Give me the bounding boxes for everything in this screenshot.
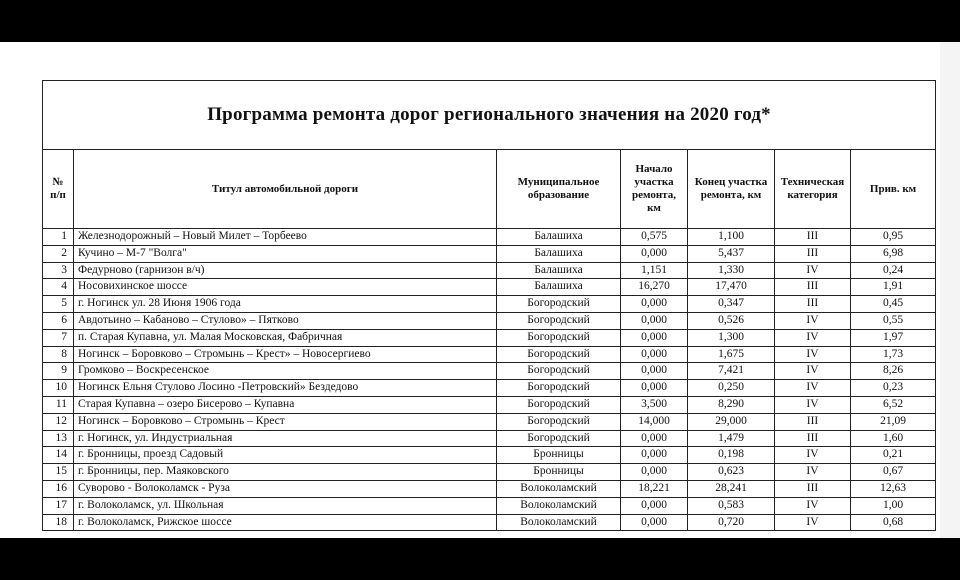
cell-category: IV xyxy=(775,396,851,413)
cell-length-km: 1,60 xyxy=(851,430,936,447)
cell-start-km: 0,000 xyxy=(621,245,688,262)
table-row xyxy=(43,413,936,430)
cell-length-km: 0,24 xyxy=(851,262,936,279)
cell-road-title: Ногинск – Боровково – Стромынь – Крест xyxy=(74,413,497,430)
cell-municipality: Богородский xyxy=(497,363,621,380)
cell-end-km: 7,421 xyxy=(688,363,775,380)
cell-road-title: г. Бронницы, пер. Маяковского xyxy=(74,464,497,481)
cell-road-title: Кучино – М-7 "Волга" xyxy=(74,245,497,262)
cell-end-km: 0,526 xyxy=(688,312,775,329)
cell-end-km: 17,470 xyxy=(688,279,775,296)
cell-start-km: 18,221 xyxy=(621,480,688,497)
cell-length-km: 0,21 xyxy=(851,447,936,464)
table-row xyxy=(43,296,936,313)
cell-category: IV xyxy=(775,346,851,363)
cell-municipality: Богородский xyxy=(497,312,621,329)
table-row xyxy=(43,363,936,380)
cell-start-km: 0,000 xyxy=(621,380,688,397)
cell-municipality: Богородский xyxy=(497,413,621,430)
cell-row-number: 2 xyxy=(43,245,74,262)
table-row xyxy=(43,312,936,329)
header-number: № п/п xyxy=(43,150,74,229)
table-row xyxy=(43,229,936,246)
cell-road-title: п. Старая Купавна, ул. Малая Московская, Фабричная xyxy=(74,329,497,346)
cell-municipality: Богородский xyxy=(497,380,621,397)
cell-end-km: 1,675 xyxy=(688,346,775,363)
cell-road-title: Авдотьино – Кабаново – Стулово» – Пятково xyxy=(74,312,497,329)
table-row xyxy=(43,380,936,397)
table-header-row xyxy=(43,150,936,229)
cell-length-km: 1,97 xyxy=(851,329,936,346)
table-body xyxy=(43,229,936,531)
cell-road-title: Ногинск Ельня Стулово Лосино -Петровский» Бездедово xyxy=(74,380,497,397)
table-row xyxy=(43,279,936,296)
table-row xyxy=(43,262,936,279)
table-row xyxy=(43,430,936,447)
cell-start-km: 0,000 xyxy=(621,363,688,380)
cell-road-title: Железнодорожный – Новый Милет – Торбеево xyxy=(74,229,497,246)
header-category: Техническая категория xyxy=(775,150,851,229)
cell-end-km: 1,300 xyxy=(688,329,775,346)
cell-start-km: 0,000 xyxy=(621,514,688,531)
cell-end-km: 0,347 xyxy=(688,296,775,313)
cell-municipality: Волоколамский xyxy=(497,480,621,497)
cell-start-km: 0,000 xyxy=(621,430,688,447)
cell-municipality: Волоколамский xyxy=(497,514,621,531)
cell-start-km: 1,151 xyxy=(621,262,688,279)
cell-row-number: 12 xyxy=(43,413,74,430)
cell-start-km: 3,500 xyxy=(621,396,688,413)
cell-category: IV xyxy=(775,514,851,531)
cell-end-km: 0,583 xyxy=(688,497,775,514)
table-row xyxy=(43,245,936,262)
cell-row-number: 5 xyxy=(43,296,74,313)
cell-start-km: 16,270 xyxy=(621,279,688,296)
cell-category: IV xyxy=(775,329,851,346)
cell-row-number: 4 xyxy=(43,279,74,296)
cell-row-number: 3 xyxy=(43,262,74,279)
cell-length-km: 21,09 xyxy=(851,413,936,430)
cell-category: IV xyxy=(775,380,851,397)
table-row xyxy=(43,346,936,363)
table-row xyxy=(43,447,936,464)
cell-category: IV xyxy=(775,447,851,464)
cell-category: IV xyxy=(775,312,851,329)
table-row xyxy=(43,396,936,413)
cell-road-title: г. Ногинск ул. 28 Июня 1906 года xyxy=(74,296,497,313)
header-road-title: Титул автомобильной дороги xyxy=(74,150,497,229)
table-row xyxy=(43,464,936,481)
cell-length-km: 0,23 xyxy=(851,380,936,397)
header-length-km: Прив. км xyxy=(851,150,936,229)
cell-row-number: 18 xyxy=(43,514,74,531)
table-row xyxy=(43,497,936,514)
cell-row-number: 6 xyxy=(43,312,74,329)
cell-start-km: 0,000 xyxy=(621,329,688,346)
cell-category: III xyxy=(775,430,851,447)
cell-row-number: 17 xyxy=(43,497,74,514)
cell-municipality: Богородский xyxy=(497,346,621,363)
table-row xyxy=(43,480,936,497)
document-title: Программа ремонта дорог регионального значения на 2020 год* xyxy=(43,81,936,150)
cell-category: IV xyxy=(775,262,851,279)
cell-road-title: Носовихинское шоссе xyxy=(74,279,497,296)
cell-road-title: г. Волоколамск, Рижское шоссе xyxy=(74,514,497,531)
cell-category: IV xyxy=(775,497,851,514)
cell-row-number: 7 xyxy=(43,329,74,346)
cell-length-km: 0,95 xyxy=(851,229,936,246)
cell-row-number: 16 xyxy=(43,480,74,497)
cell-start-km: 0,575 xyxy=(621,229,688,246)
cell-category: III xyxy=(775,296,851,313)
cell-municipality: Балашиха xyxy=(497,229,621,246)
cell-category: III xyxy=(775,245,851,262)
cell-road-title: Суворово - Волоколамск - Руза xyxy=(74,480,497,497)
cell-category: III xyxy=(775,480,851,497)
cell-end-km: 5,437 xyxy=(688,245,775,262)
cell-row-number: 14 xyxy=(43,447,74,464)
cell-start-km: 14,000 xyxy=(621,413,688,430)
cell-start-km: 0,000 xyxy=(621,296,688,313)
cell-end-km: 0,720 xyxy=(688,514,775,531)
cell-category: IV xyxy=(775,464,851,481)
cell-municipality: Богородский xyxy=(497,296,621,313)
cell-category: IV xyxy=(775,363,851,380)
header-start-km: Начало участка ремонта, км xyxy=(621,150,688,229)
cell-road-title: Федурново (гарнизон в/ч) xyxy=(74,262,497,279)
cell-length-km: 0,68 xyxy=(851,514,936,531)
cell-end-km: 0,250 xyxy=(688,380,775,397)
cell-road-title: г. Ногинск, ул. Индустриальная xyxy=(74,430,497,447)
cell-row-number: 9 xyxy=(43,363,74,380)
cell-end-km: 8,290 xyxy=(688,396,775,413)
cell-category: III xyxy=(775,413,851,430)
cell-length-km: 8,26 xyxy=(851,363,936,380)
cell-municipality: Балашиха xyxy=(497,245,621,262)
cell-end-km: 0,623 xyxy=(688,464,775,481)
cell-municipality: Волоколамский xyxy=(497,497,621,514)
cell-start-km: 0,000 xyxy=(621,497,688,514)
header-end-km: Конец участка ремонта, км xyxy=(688,150,775,229)
cell-length-km: 0,45 xyxy=(851,296,936,313)
document-page xyxy=(0,42,960,538)
cell-road-title: Громково – Воскресенское xyxy=(74,363,497,380)
cell-municipality: Балашиха xyxy=(497,279,621,296)
cell-road-title: Старая Купавна – озеро Бисерово – Купавна xyxy=(74,396,497,413)
cell-length-km: 0,55 xyxy=(851,312,936,329)
header-municipality: Муниципальное образование xyxy=(497,150,621,229)
cell-row-number: 15 xyxy=(43,464,74,481)
cell-length-km: 6,52 xyxy=(851,396,936,413)
cell-road-title: Ногинск – Боровково – Стромынь – Крест» – Новосергиево xyxy=(74,346,497,363)
cell-road-title: г. Бронницы, проезд Садовый xyxy=(74,447,497,464)
scrollbar-track[interactable] xyxy=(940,42,960,538)
cell-municipality: Бронницы xyxy=(497,447,621,464)
cell-end-km: 1,479 xyxy=(688,430,775,447)
cell-municipality: Богородский xyxy=(497,396,621,413)
cell-length-km: 1,00 xyxy=(851,497,936,514)
cell-start-km: 0,000 xyxy=(621,346,688,363)
cell-row-number: 13 xyxy=(43,430,74,447)
cell-category: III xyxy=(775,229,851,246)
cell-category: III xyxy=(775,279,851,296)
cell-length-km: 1,91 xyxy=(851,279,936,296)
cell-end-km: 1,330 xyxy=(688,262,775,279)
cell-road-title: г. Волоколамск, ул. Школьная xyxy=(74,497,497,514)
cell-end-km: 0,198 xyxy=(688,447,775,464)
cell-municipality: Бронницы xyxy=(497,464,621,481)
road-repair-table xyxy=(42,80,936,531)
cell-row-number: 10 xyxy=(43,380,74,397)
cell-length-km: 6,98 xyxy=(851,245,936,262)
cell-municipality: Балашиха xyxy=(497,262,621,279)
cell-end-km: 28,241 xyxy=(688,480,775,497)
cell-row-number: 8 xyxy=(43,346,74,363)
cell-row-number: 11 xyxy=(43,396,74,413)
cell-length-km: 1,73 xyxy=(851,346,936,363)
cell-start-km: 0,000 xyxy=(621,447,688,464)
cell-row-number: 1 xyxy=(43,229,74,246)
cell-municipality: Богородский xyxy=(497,329,621,346)
cell-municipality: Богородский xyxy=(497,430,621,447)
cell-end-km: 29,000 xyxy=(688,413,775,430)
cell-start-km: 0,000 xyxy=(621,312,688,329)
table-row xyxy=(43,329,936,346)
cell-start-km: 0,000 xyxy=(621,464,688,481)
cell-length-km: 12,63 xyxy=(851,480,936,497)
cell-end-km: 1,100 xyxy=(688,229,775,246)
table-row xyxy=(43,514,936,531)
cell-length-km: 0,67 xyxy=(851,464,936,481)
